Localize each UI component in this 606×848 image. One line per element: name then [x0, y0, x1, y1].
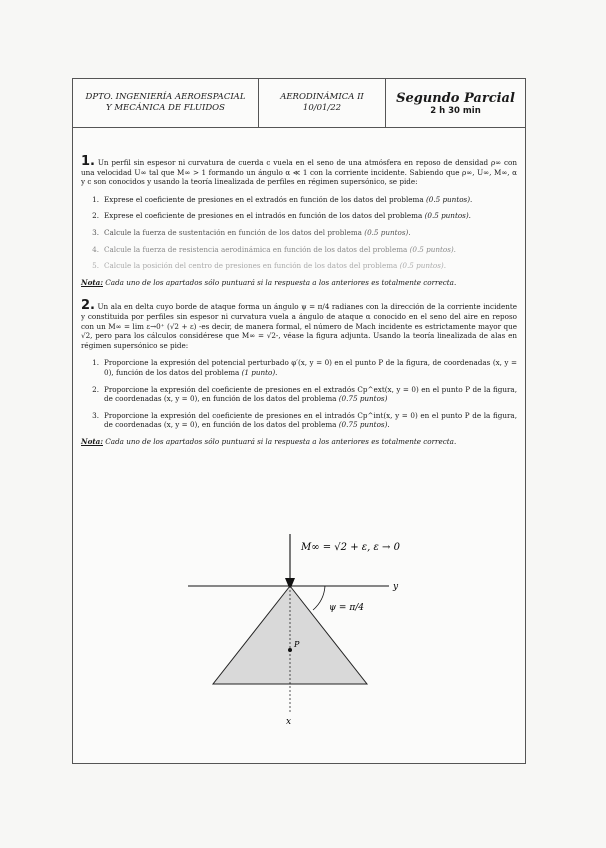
item-number: 3.	[92, 410, 99, 420]
note-label: Nota:	[81, 436, 103, 446]
problem-2-item	[81, 411, 517, 430]
item-text: Proporcione la expresión del coeficiente de presiones en el extradós Cp^ext(x, y = 0) en el punto P de la figura, de coordenadas (x, y = 0), en función de los datos del problema	[104, 384, 517, 404]
item-number: 1.	[92, 358, 99, 368]
angle-arc	[313, 586, 325, 610]
exam-title: Segundo Parcial	[396, 90, 515, 106]
problem-2-item	[81, 385, 517, 404]
exam-duration: 2 h 30 min	[430, 105, 481, 116]
point-p-label: P	[294, 640, 300, 649]
exam-sheet	[72, 78, 526, 764]
item-text: Calcule la posición del centro de presiones en función de los datos del problema	[104, 261, 398, 271]
exam-header	[73, 79, 525, 128]
item-number: 3.	[92, 227, 99, 237]
problem-2-note	[81, 437, 517, 447]
course-cell	[259, 79, 386, 127]
item-points: (0.5 puntos).	[425, 194, 473, 204]
item-points: (0.5 puntos).	[364, 227, 411, 237]
item-text: Calcule la fuerza de sustentación en función de los datos del problema	[104, 227, 362, 237]
item-points: (0.5 puntos).	[399, 261, 446, 271]
problem-1-item	[81, 211, 517, 221]
point-p-marker	[288, 648, 292, 652]
item-points: (0.5 puntos).	[424, 211, 471, 221]
item-text: Calcule la fuerza de resistencia aerodinámica en función de los datos del problema	[104, 244, 408, 254]
problem-1-note	[81, 278, 517, 288]
problem-1-item	[81, 261, 517, 271]
problem-1-number: 1.	[81, 154, 95, 169]
item-points: (1 punto).	[241, 367, 278, 377]
item-number: 5.	[92, 261, 99, 271]
note-text: Cada uno de los apartados sólo puntuará si la respuesta a los anteriores es totalmente correcta.	[105, 436, 457, 446]
problem-1-item	[81, 195, 517, 205]
problem-2-statement	[81, 298, 517, 350]
problem-1-items	[81, 195, 517, 271]
department-line-2: Y MECÁNICA DE FLUIDOS	[106, 103, 225, 113]
course-name: AERODINÁMICA II	[280, 92, 364, 102]
y-axis-label: y	[393, 582, 399, 592]
item-number: 2.	[92, 211, 99, 221]
department-cell	[73, 79, 259, 127]
problem-1-intro: Un perfil sin espesor ni curvatura de cuerda c vuela en el seno de una atmósfera en reposo de densidad ρ∞ con una velocidad U∞ tal que M∞ > 1 formando un ángulo α ≪ 1 con la corriente incidente. Sabiendo que ρ∞, U∞, M∞, α y c son conocidos y usando la teoría linealizada de perfiles en régimen supersónico, se pide:	[81, 158, 518, 187]
note-text: Cada uno de los apartados sólo puntuará si la respuesta a los anteriores es totalmente correcta.	[105, 277, 457, 287]
exam-body	[81, 154, 518, 460]
item-number: 1.	[92, 194, 99, 204]
x-axis-label: x	[286, 717, 292, 727]
item-points: (0.75 puntos)	[338, 394, 388, 404]
item-text: Exprese el coeficiente de presiones en el intradós en función de los datos del problema	[104, 211, 423, 221]
problem-2-number: 2.	[81, 298, 95, 314]
problem-1-item	[81, 245, 517, 255]
problem-1-statement	[81, 154, 518, 187]
mach-label: M∞ = √2 + ε, ε → 0	[301, 542, 400, 553]
problem-2-items	[81, 358, 517, 430]
item-points: (0.5 puntos).	[409, 244, 456, 254]
item-text: Proporcione la expresión del potencial perturbado φ′(x, y = 0) en el punto P de la figura, de coordenadas (x, y = 0), función de los datos del problema	[104, 358, 517, 377]
problem-1-item	[81, 228, 517, 238]
item-points: (0.75 puntos).	[338, 420, 390, 430]
item-number: 4.	[92, 244, 99, 254]
item-text: Proporcione la expresión del coeficiente de presiones en el intradós Cp^int(x, y = 0) en el punto P de la figura, de coordenadas (x, y = 0), en función de los datos del problema	[104, 410, 517, 430]
exam-title-cell	[386, 79, 525, 127]
angle-label: ψ = π/4	[329, 603, 364, 613]
item-number: 2.	[92, 384, 99, 394]
problem-2-item	[81, 358, 517, 377]
note-label: Nota:	[81, 277, 103, 287]
department-line-1: DPTO. INGENIERÍA AEROESPACIAL	[85, 92, 246, 102]
problem-2-intro: Un ala en delta cuyo borde de ataque forma un ángulo ψ = π/4 radianes con la dirección de la corriente incidente y constituida por perfiles sin espesor ni curvatura vuela a ángulo de ataque α conocido en el seno del aire en reposo con un M∞ = lim ε→0⁺ (√2 + ε) -es decir, de manera formal, el número de Mach incidente es estrictamente mayor que √2, pero para los cálculos considérese que M∞ = √2-, véase la figura adjunta. Usando la teoría linealizada de alas en régimen supersónico se pide:	[81, 302, 517, 350]
item-text: Exprese el coeficiente de presiones en el extradós en función de los datos del problema	[104, 194, 424, 204]
exam-date: 10/01/22	[302, 103, 342, 113]
delta-wing-figure	[73, 534, 525, 763]
